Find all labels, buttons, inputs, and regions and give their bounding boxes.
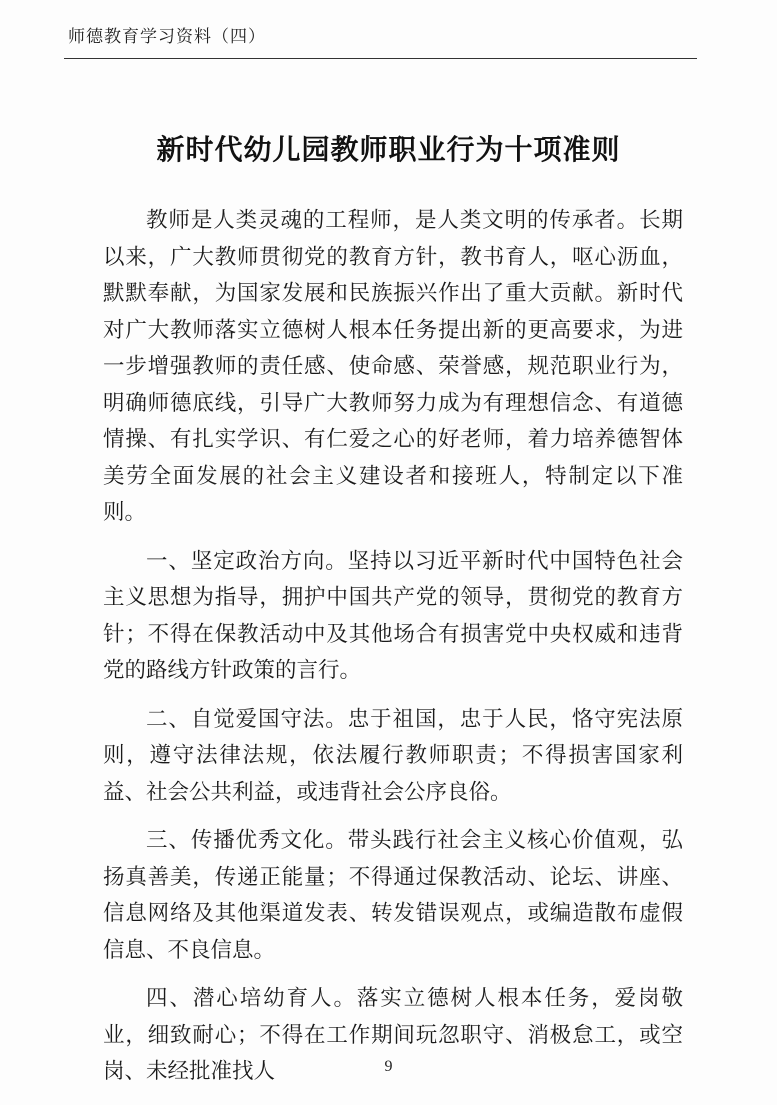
rule-paragraph-4: 四、潜心培幼育人。落实立德树人根本任务，爱岗敬业，细致耐心；不得在工作期间玩忽职守、消极怠工，或空岗、未经批准找人 bbox=[103, 986, 683, 1084]
rule-paragraph-3: 三、传播优秀文化。带头践行社会主义核心价值观，弘扬真善美，传递正能量；不得通过保教活动、论坛、讲座、信息网络及其他渠道发表、转发错误观点，或编造散布虚假信息、不良信息。 bbox=[103, 828, 683, 963]
document-body bbox=[103, 203, 683, 1103]
preamble-paragraph: 教师是人类灵魂的工程师，是人类文明的传承者。长期以来，广大教师贯彻党的教育方针，教书育人，呕心沥血，默默奉献，为国家发展和民族振兴作出了重大贡献。新时代对广大教师落实立德树人根本任务提出新的更高要求，为进一步增强教师的责任感、使命感、荣誉感，规范职业行为，明确师德底线，引导广大教师努力成为有理想信念、有道德情操、有扎实学识、有仁爱之心的好老师，着力培养德智体美劳全面发展的社会主义建设者和接班人，特制定以下准则。 bbox=[103, 208, 683, 525]
rule-paragraph-2: 二、自觉爱国守法。忠于祖国，忠于人民，恪守宪法原则，遵守法律法规，依法履行教师职责；不得损害国家利益、社会公共利益，或违背社会公序良俗。 bbox=[103, 706, 683, 805]
rule-paragraph-1: 一、坚定政治方向。坚持以习近平新时代中国特色社会主义思想为指导，拥护中国共产党的领导，贯彻党的教育方针；不得在保教活动中及其他场合有损害党中央权威和违背党的路线方针政策的言行。 bbox=[103, 548, 683, 683]
running-header: 师德教育学习资料（四） bbox=[68, 27, 266, 47]
document-title: 新时代幼儿园教师职业行为十项准则 bbox=[156, 133, 621, 166]
header-divider bbox=[64, 58, 697, 59]
page-number: 9 bbox=[384, 1058, 393, 1075]
